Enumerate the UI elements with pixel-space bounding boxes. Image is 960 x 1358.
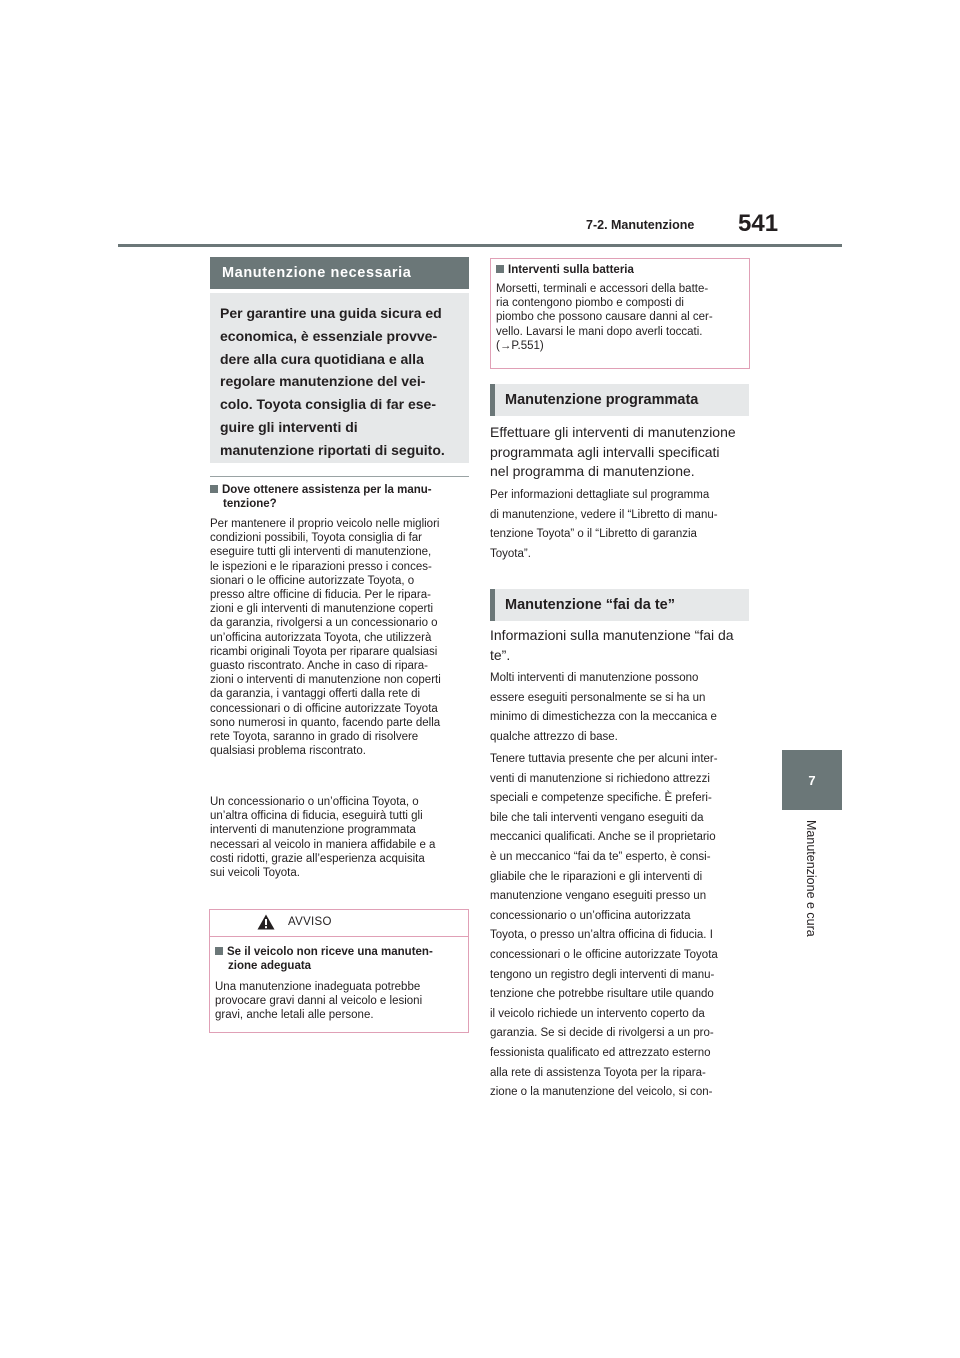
text-line: te”. bbox=[490, 646, 511, 663]
text-line: (→P.551) bbox=[496, 339, 544, 352]
paragraph-assistenza bbox=[210, 517, 472, 758]
lead-programmata bbox=[490, 423, 752, 482]
text-line: Per informazioni dettagliate sul programma bbox=[490, 489, 710, 501]
chapter-tab-title-text: Manutenzione e cura bbox=[804, 820, 818, 937]
text-line: Molti interventi di manutenzione possono bbox=[490, 672, 699, 684]
text-line: zioni e gli interventi di manutenzione coperti bbox=[210, 603, 434, 616]
text-line: tengono un registro degli interventi di manu- bbox=[490, 968, 715, 981]
subheading-line: zione adeguata bbox=[228, 960, 312, 972]
body-programmata bbox=[490, 486, 752, 564]
subheading-line: tenzione? bbox=[223, 498, 277, 510]
body-fai-da-te-2 bbox=[490, 750, 752, 1103]
heading-manutenzione-necessaria: Manutenzione necessaria bbox=[210, 257, 469, 289]
page-number: 541 bbox=[738, 210, 779, 237]
body-fai-da-te-1 bbox=[490, 669, 752, 747]
text-line: da garanzia, i vantaggi offerti dalla rete di bbox=[210, 688, 421, 701]
text-line: condizioni possibili, Toyota consiglia di far bbox=[210, 532, 423, 545]
warning-triangle-icon bbox=[257, 914, 275, 930]
text-line: Toyota”. bbox=[490, 547, 531, 560]
text-line: il veicolo richiede un intervento coperto da bbox=[490, 1007, 705, 1020]
text-line: fessionista qualificato ed attrezzato esterno bbox=[490, 1046, 711, 1059]
warning-title-bar bbox=[209, 909, 469, 937]
chapter-tab-title bbox=[782, 810, 842, 1010]
heading-manutenzione-fai-da-te: Manutenzione “fai da te” bbox=[490, 589, 749, 621]
paragraph-officina bbox=[210, 795, 472, 880]
text-line: interventi di manutenzione programmata bbox=[210, 824, 416, 837]
text-line: meccanici qualificati. Anche se il proprietario bbox=[490, 831, 716, 844]
square-bullet-icon bbox=[210, 485, 218, 493]
text-line: minimo di dimestichezza con la meccanica e bbox=[490, 711, 717, 724]
text-line: Un concessionario o un’officina Toyota, o bbox=[210, 796, 419, 808]
text-line: sui veicoli Toyota. bbox=[210, 867, 300, 880]
text-line: ricambi originali Toyota per riparare qualsiasi bbox=[210, 645, 438, 658]
text-line: rete Toyota, saranno in grado di risolvere bbox=[210, 731, 419, 744]
text-line: piombo che possono causare danni al cer- bbox=[496, 311, 713, 324]
intro-line: colo. Toyota consiglia di far ese- bbox=[220, 396, 437, 413]
text-line: Effettuare gli interventi di manutenzione bbox=[490, 424, 736, 440]
text-line: Tenere tuttavia presente che per alcuni inter- bbox=[490, 753, 718, 765]
intro-line: guire gli interventi di bbox=[220, 418, 358, 435]
text-line: guasto riscontrato. Anche in caso di ripara- bbox=[210, 660, 428, 673]
text-line: tenzione che potrebbe risultare utile quando bbox=[490, 988, 714, 1001]
subheading-text: Se il veicolo non riceve una manuten- bbox=[227, 946, 433, 958]
subheading-assistenza bbox=[210, 483, 472, 511]
text-line: Toyota, o presso un’altra officina di fiducia. I bbox=[490, 929, 713, 942]
text-line: tenzione Toyota” o il “Libretto di garanzia bbox=[490, 528, 697, 541]
intro-line: regolare manutenzione del vei- bbox=[220, 373, 426, 390]
text-line: concessionari o di officine autorizzate Toyota bbox=[210, 702, 438, 715]
text-line: zione o la manutenzione del veicolo, si con- bbox=[490, 1086, 713, 1099]
chapter-tab-number: 7 bbox=[782, 750, 842, 810]
text-line: da garanzia, rivolgersi a un concessionario o bbox=[210, 617, 438, 630]
text-line: un’altra officina di fiducia, eseguirà tutti gli bbox=[210, 810, 423, 823]
subheading-text: Dove ottenere assistenza per la manu- bbox=[222, 484, 432, 496]
text-line: le ispezioni e le riparazioni presso i conces- bbox=[210, 560, 432, 573]
text-line: necessari al veicolo in maniera affidabile e a bbox=[210, 838, 436, 851]
text-line: provocare gravi danni al veicolo e lesioni bbox=[215, 995, 423, 1008]
text-line: speciali e competenze specifiche. È preferi- bbox=[490, 792, 712, 805]
text-line: manutenzione vengano eseguiti presso un bbox=[490, 890, 707, 903]
heading-manutenzione-programmata: Manutenzione programmata bbox=[490, 384, 749, 416]
intro-box bbox=[210, 293, 469, 463]
text-line: Informazioni sulla manutenzione “fai da bbox=[490, 627, 734, 643]
text-line: Morsetti, terminali e accessori della batte- bbox=[496, 283, 709, 295]
text-line: essere eseguiti personalmente se si ha un bbox=[490, 691, 706, 704]
warning-text bbox=[215, 980, 467, 1023]
intro-line: dere alla cura quotidiana e alla bbox=[220, 350, 424, 367]
text-line: sionari o le officine autorizzate Toyota, o bbox=[210, 574, 415, 587]
text-line: gravi, anche letali alle persone. bbox=[215, 1009, 374, 1022]
text-line: programmata agli intervalli specificati bbox=[490, 443, 720, 460]
text-line: sono numerosi in quanto, facendo parte della bbox=[210, 716, 441, 729]
intro-line: manutenzione riportati di seguito. bbox=[220, 441, 445, 458]
text-line: eseguire tutti gli interventi di manutenzione, bbox=[210, 546, 432, 559]
text-line: venti di manutenzione si richiedono attrezzi bbox=[490, 772, 710, 785]
lead-fai-da-te bbox=[490, 626, 752, 665]
text-line: gliabile che le riparazioni e gli interventi di bbox=[490, 870, 703, 883]
divider bbox=[210, 476, 469, 477]
text-line: concessionari o le officine autorizzate Toyota bbox=[490, 948, 718, 961]
text-line: vello. Lavarsi le mani dopo averli toccati. bbox=[496, 325, 703, 338]
text-line: costi ridotti, grazie all’esperienza acquisita bbox=[210, 852, 425, 865]
text-line: qualche attrezzo di base. bbox=[490, 730, 618, 743]
text-line: Una manutenzione inadeguata potrebbe bbox=[215, 981, 421, 993]
text-line: zioni o interventi di manutenzione non coperti bbox=[210, 674, 441, 687]
text-line: alla rete di assistenza Toyota per la ripara- bbox=[490, 1066, 706, 1079]
section-label: 7-2. Manutenzione bbox=[586, 218, 695, 232]
intro-line: economica, è essenziale provve- bbox=[220, 327, 438, 344]
subheading-line bbox=[210, 483, 472, 497]
text-line: ria contengono piombo e composti di bbox=[496, 297, 684, 310]
subheading-text: Interventi sulla batteria bbox=[508, 264, 634, 276]
battery-text bbox=[496, 282, 746, 353]
subheading-line bbox=[215, 945, 467, 959]
text-line: un’officina autorizzata Toyota, che utilizzerà bbox=[210, 631, 432, 644]
intro-line: Per garantire una guida sicura ed bbox=[220, 305, 442, 321]
text-line: di manutenzione, vedere il “Libretto di manu- bbox=[490, 508, 718, 521]
text-line: è un meccanico “fai da te” esperto, è consi- bbox=[490, 850, 711, 863]
text-line: nel programma di manutenzione. bbox=[490, 463, 695, 479]
square-bullet-icon bbox=[496, 265, 504, 273]
text-line: concessionario o un’officina autorizzata bbox=[490, 909, 691, 922]
text-line: Per mantenere il proprio veicolo nelle migliori bbox=[210, 518, 440, 530]
warning-title: AVVISO bbox=[288, 916, 332, 928]
battery-subheading bbox=[496, 263, 746, 277]
text-line: bile che tali interventi vengano eseguiti da bbox=[490, 811, 704, 824]
text-line: presso altre officine di fiducia. Per le ripara- bbox=[210, 589, 431, 602]
text-line: qualsiasi problema riscontrato. bbox=[210, 745, 366, 758]
warning-subheading bbox=[215, 945, 467, 973]
square-bullet-icon bbox=[215, 947, 223, 955]
text-line: garanzia. Se si decide di rivolgersi a un pro- bbox=[490, 1027, 714, 1040]
header-rule bbox=[118, 244, 842, 247]
